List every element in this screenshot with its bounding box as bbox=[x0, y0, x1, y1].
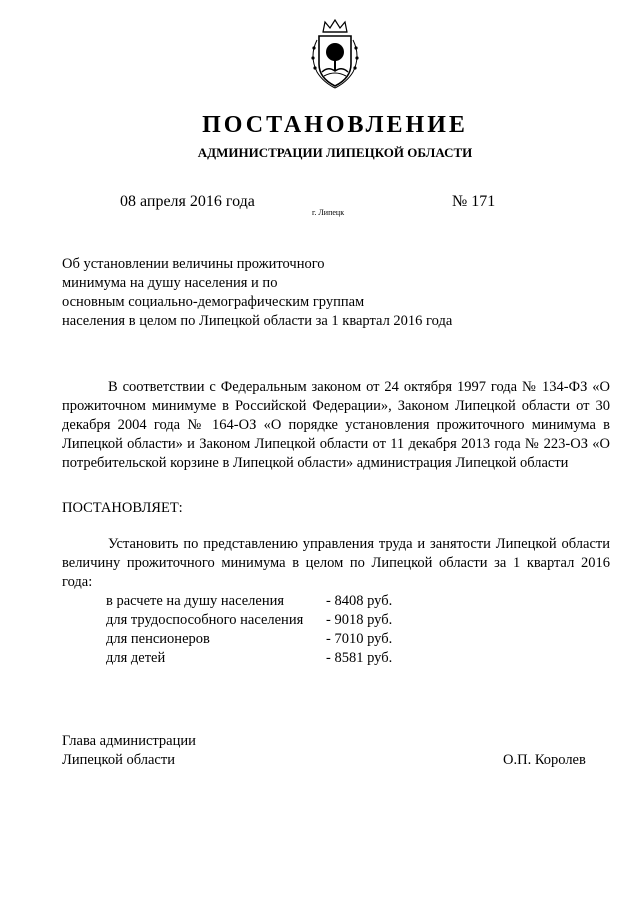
document-subject bbox=[62, 255, 522, 331]
subject-line: Об установлении величины прожиточного bbox=[62, 256, 325, 272]
subject-line: минимума на душу населения и по bbox=[62, 275, 278, 291]
document-title: ПОСТАНОВЛЕНИЕ bbox=[202, 112, 468, 138]
value-label: для детей bbox=[106, 650, 166, 666]
document-number: № 171 bbox=[452, 193, 496, 210]
document-subtitle: АДМИНИСТРАЦИИ ЛИПЕЦКОЙ ОБЛАСТИ bbox=[197, 145, 473, 160]
value-row bbox=[106, 630, 392, 649]
value-label: для трудоспособного населения bbox=[106, 612, 304, 628]
establish-paragraph: Установить по представлению управления труда и занятости Липецкой области величину прожиточного минимума в целом по Липецкой области за 1 квартал 2016 года: bbox=[62, 536, 610, 590]
document-place: г. Липецк bbox=[312, 208, 345, 217]
value-amount: - 9018 руб. bbox=[326, 612, 393, 628]
value-amount: - 8581 руб. bbox=[326, 650, 393, 666]
document-date: 08 апреля 2016 года bbox=[120, 193, 255, 210]
value-amount: - 7010 руб. bbox=[326, 631, 393, 647]
signature-position-line: Липецкой области bbox=[62, 752, 175, 768]
coat-of-arms-icon bbox=[305, 18, 365, 90]
signature-position-line: Глава администрации bbox=[62, 733, 196, 749]
resolve-heading: ПОСТАНОВЛЯЕТ: bbox=[62, 500, 183, 516]
subject-line: основным социально-демографическим группам bbox=[62, 294, 365, 310]
value-label: в расчете на душу населения bbox=[106, 593, 285, 609]
minimum-values-list bbox=[106, 592, 392, 668]
value-row bbox=[106, 611, 392, 630]
value-row bbox=[106, 649, 392, 668]
value-amount: - 8408 руб. bbox=[326, 593, 393, 609]
signature-name: О.П. Королев bbox=[503, 752, 586, 768]
value-label: для пенсионеров bbox=[106, 631, 210, 647]
signature-position bbox=[62, 732, 196, 770]
preamble-paragraph: В соответствии с Федеральным законом от 24 октября 1997 года № 134-ФЗ «О прожиточном минимуме в Российской Федерации», Законом Липецкой области от 30 декабря 2004 года № 164-ОЗ «О порядке установления прожиточного минимума в Липецкой области» и Законом Липецкой области от 11 декабря 2013 года № 223-ОЗ «О потребительской корзине в Липецкой области» администрация Липецкой области bbox=[62, 379, 610, 471]
subject-line: населения в целом по Липецкой области за 1 квартал 2016 года bbox=[62, 313, 453, 329]
value-row bbox=[106, 592, 392, 611]
